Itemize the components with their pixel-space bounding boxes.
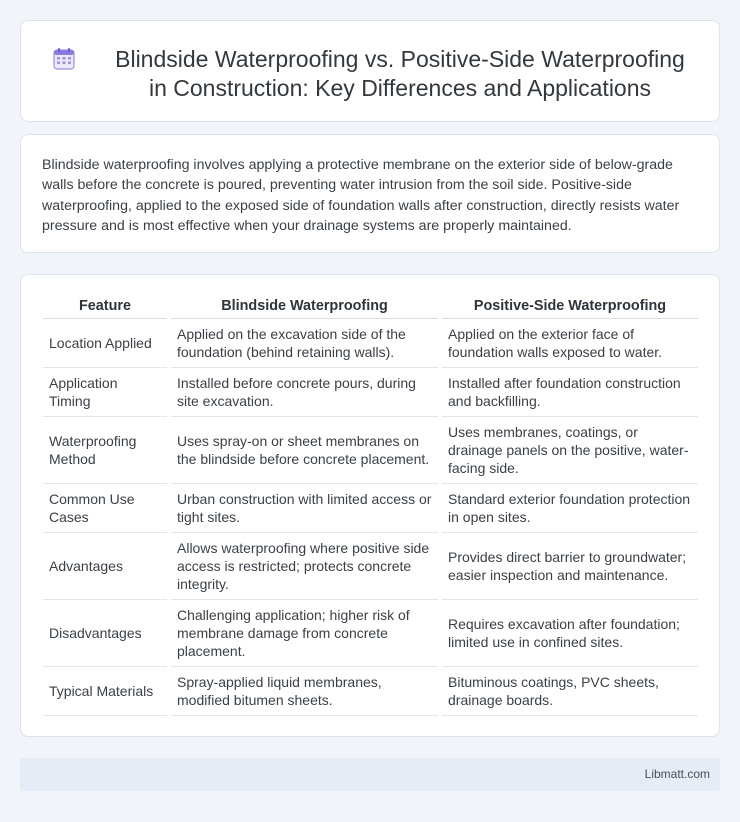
positive-side-cell: Uses membranes, coatings, or drainage panels on the positive, water-facing side. bbox=[442, 417, 698, 484]
positive-side-cell: Applied on the exterior face of foundation walls exposed to water. bbox=[442, 319, 698, 368]
blindside-cell: Spray-applied liquid membranes, modified bitumen sheets. bbox=[171, 667, 438, 716]
comparison-table bbox=[43, 295, 698, 716]
feature-cell: Waterproofing Method bbox=[43, 417, 167, 484]
table-row bbox=[43, 319, 698, 368]
positive-side-cell: Installed after foundation construction and backfilling. bbox=[442, 368, 698, 417]
blindside-cell: Uses spray-on or sheet membranes on the blindside before concrete placement. bbox=[171, 417, 438, 484]
blindside-cell: Installed before concrete pours, during site excavation. bbox=[171, 368, 438, 417]
header-feature: Feature bbox=[43, 295, 167, 319]
blindside-cell: Challenging application; higher risk of membrane damage from concrete placement. bbox=[171, 600, 438, 667]
calendar-icon bbox=[52, 47, 76, 71]
positive-side-cell: Bituminous coatings, PVC sheets, drainage boards. bbox=[442, 667, 698, 716]
page-title bbox=[100, 45, 700, 103]
table-row bbox=[43, 417, 698, 484]
blindside-cell: Urban construction with limited access or tight sites. bbox=[171, 484, 438, 533]
intro-paragraph: Blindside waterproofing involves applying a protective membrane on the exterior side of below-grade walls before the concrete is poured, preventing water intrusion from the soil side. Positive-side waterproofing, applied to the exposed side of foundation walls after construction, directly resists water pressure and is most effective when your drainage systems are properly maintained. bbox=[42, 157, 680, 234]
positive-side-cell: Standard exterior foundation protection in open sites. bbox=[442, 484, 698, 533]
page-title-line-2: in Construction: Key Differences and Applications bbox=[148, 75, 652, 101]
table-row bbox=[43, 667, 698, 716]
page-title-line-1: Blindside Waterproofing vs. Positive-Side Waterproofing bbox=[115, 46, 685, 72]
footer-site-link[interactable]: Libmatt.com bbox=[644, 767, 710, 781]
footer bbox=[20, 758, 720, 791]
title-card bbox=[20, 20, 720, 122]
table-row bbox=[43, 533, 698, 600]
blindside-cell: Applied on the excavation side of the foundation (behind retaining walls). bbox=[171, 319, 438, 368]
blindside-cell: Allows waterproofing where positive side access is restricted; protects concrete integrity. bbox=[171, 533, 438, 600]
header-positive-side: Positive-Side Waterproofing bbox=[442, 295, 698, 319]
feature-cell: Application Timing bbox=[43, 368, 167, 417]
feature-cell: Location Applied bbox=[43, 319, 167, 368]
feature-cell: Common Use Cases bbox=[43, 484, 167, 533]
positive-side-cell: Provides direct barrier to groundwater; easier inspection and maintenance. bbox=[442, 533, 698, 600]
table-header-row bbox=[43, 295, 698, 319]
table-row bbox=[43, 484, 698, 533]
feature-cell: Advantages bbox=[43, 533, 167, 600]
comparison-table-card bbox=[20, 274, 720, 737]
table-row bbox=[43, 600, 698, 667]
table-row bbox=[43, 368, 698, 417]
positive-side-cell: Requires excavation after foundation; limited use in confined sites. bbox=[442, 600, 698, 667]
feature-cell: Typical Materials bbox=[43, 667, 167, 716]
header-blindside: Blindside Waterproofing bbox=[171, 295, 438, 319]
feature-cell: Disadvantages bbox=[43, 600, 167, 667]
intro-card bbox=[20, 134, 720, 253]
